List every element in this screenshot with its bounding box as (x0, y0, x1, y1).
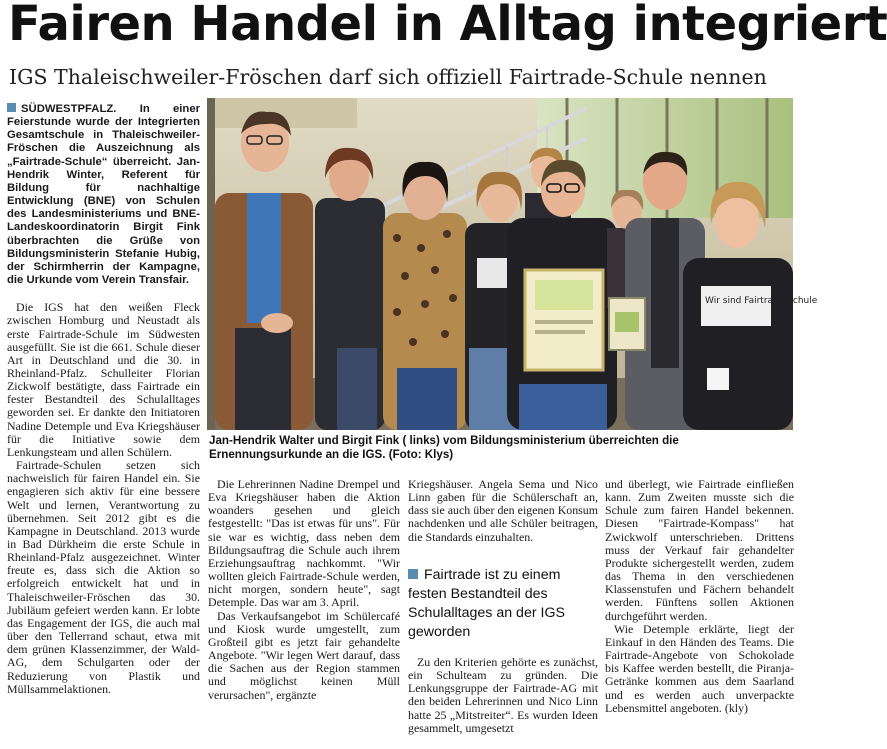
article-column-1 (7, 103, 200, 696)
lead-paragraph (7, 103, 200, 287)
pull-quote-text: Fairtrade ist zu einem festen Bestandteil des Schulalltages an der IGS geworden (408, 567, 565, 640)
subheadline: IGS Thaleischweiler-Fröschen darf sich offiziell Fairtrade-Schule nennen (9, 65, 767, 89)
paragraph: Kriegshäuser. Angela Sema und Nico Linn gaben für die Schülerschaft an, dass sie auch über den eigenen Konsum nachdenken und alle Schüler beitragen, die Standards einzuhalten. (408, 477, 598, 544)
quote-marker-icon (408, 569, 418, 579)
paragraph: Wie Detemple erklärte, liegt der Einkauf in den Händen des Teams. Die Fairtrade-Angebote von Schokolade bis Kaffee werden bestellt, die Piranja-Getränke kommen aus dem Saarland und es werden auch unverpackte Lebensmittel angeboten. (kly) (605, 621, 794, 715)
location-marker-icon (7, 103, 16, 112)
lead-text: In einer Feierstunde wurde der Integrierten Gesamtschule in Thaleischweiler-Fröschen die Auszeichnung als „Fairtrade-Schule“ überreicht. Jan-Hendrik Winter, Referent für Bildung für nachhaltige Entwicklung (BNE) von Schulen des Landesministeriums und BNE-Landeskoordinatorin Birgit Fink überbrachten die Grüße von Bildungsministerin Stefanie Hubig, der Schirmherrin der Kampagne, die Urkunde vom Verein Transfair. (7, 103, 200, 287)
paragraph: Die IGS hat den weißen Fleck zwischen Homburg und Neustadt als erste Fairtrade-Schule im Südwesten ausgefüllt. Sie ist die 661. Schule dieser Art in Deutschland und die 30. in Rheinland-Pfalz. Schulleiter Florian Zickwolf bestätigte, dass Fairtrade ein fester Bestandteil des Schulalltages geworden sei. Er dankte den Initiatoren Nadine Detemple und Eva Kriegshäuser für die Initiative sowie dem Lenkungsteam und allen Schülern. (7, 300, 200, 459)
paragraph: Die Lehrerinnen Nadine Drempel und Eva Kriegshäuser haben die Aktion woanders gesehen und gleich festgestellt: "Das ist etwas für uns". Für sie war es wichtig, dass neben dem Bildungsauftrag die Schule auch ihrem Erziehungsauftrag nachkommt. "Wir wollten gleich Fairtrade-Schule werden, nicht morgen, sondern heute", sagt Detemple. Das war am 3. April. (208, 477, 400, 610)
article-photo (207, 98, 818, 430)
article-column-2 (208, 478, 400, 702)
paragraph: und überlegt, wie Fairtrade einfließen kann. Zum Zweiten musste sich die Schule zum fairen Handel bekennen. Diesen "Fairtrade-Kompass" hat Zwickwolf unterschrieben. Drittens muss der Verkauf fair gehandelter Produkte sichergestellt werden, zudem das Thema in den verschiedenen Klassenstufen und Fächern behandelt werden. Fünftens sollen Aktionen durchgeführt werden. (605, 477, 794, 623)
photo-illustration (207, 98, 818, 430)
shirt-text: Wir sind Fairtrade Schule (705, 296, 818, 306)
article-column-4 (605, 478, 794, 715)
paragraph: Zu den Kriterien gehörte es zunächst, ein Schulteam zu gründen. Die Lenkungsgruppe der Fairtrade-AG mit den beiden Lehrerinnen und Nico Linn hatte 25 „Mitstreiter“. Es wurden Ideen gesammelt, umgesetzt (408, 655, 598, 735)
article-column-3-bottom (408, 656, 598, 735)
paragraph: Fairtrade-Schulen setzen sich nachweislich für fairen Handel ein. Sie engagieren sich aktiv für eine bessere Welt und lernen, Verantwortung zu übernehmen. Seit 2012 gibt es die Kampagne in Deutschland. 2013 wurde in Bad Dürkheim die erste Schule in Rheinland-Pfalz ausgezeichnet. Winter freute es, dass sich die Aktion so erfolgreich entwickelt hat und in Thaleischweiler-Fröschen das 30. Jubiläum gefeiert werden kann. Er lobte das Engagement der IGS, die auch mal über den Tellerrand schaut, etwa mit dem grünen Klassenzimmer, der Wald-AG, dem Schulgarten oder der Reduzierung von Plastik und Müllsammelaktionen. (7, 458, 200, 696)
paragraph: Das Verkaufsangebot im Schülercafé und Kiosk wurde umgestellt, zum Großteil gibt es jetzt fair gehandelte Angebote. "Wir legen Wert darauf, dass die Sachen aus der Region stammen und möglichst keinen Müll verursachen", ergänzte (208, 608, 400, 702)
location-label: SÜDWESTPFALZ. (21, 103, 117, 115)
photo-caption: Jan-Hendrik Walter und Birgit Fink ( links) vom Bildungsministerium überreichten die Ernennungsurkunde an die IGS. (Foto: Klys) (209, 434, 679, 461)
headline: Fairen Handel in Alltag integriert (8, 0, 887, 52)
pull-quote (408, 566, 598, 642)
article-column-3-top (408, 478, 598, 544)
